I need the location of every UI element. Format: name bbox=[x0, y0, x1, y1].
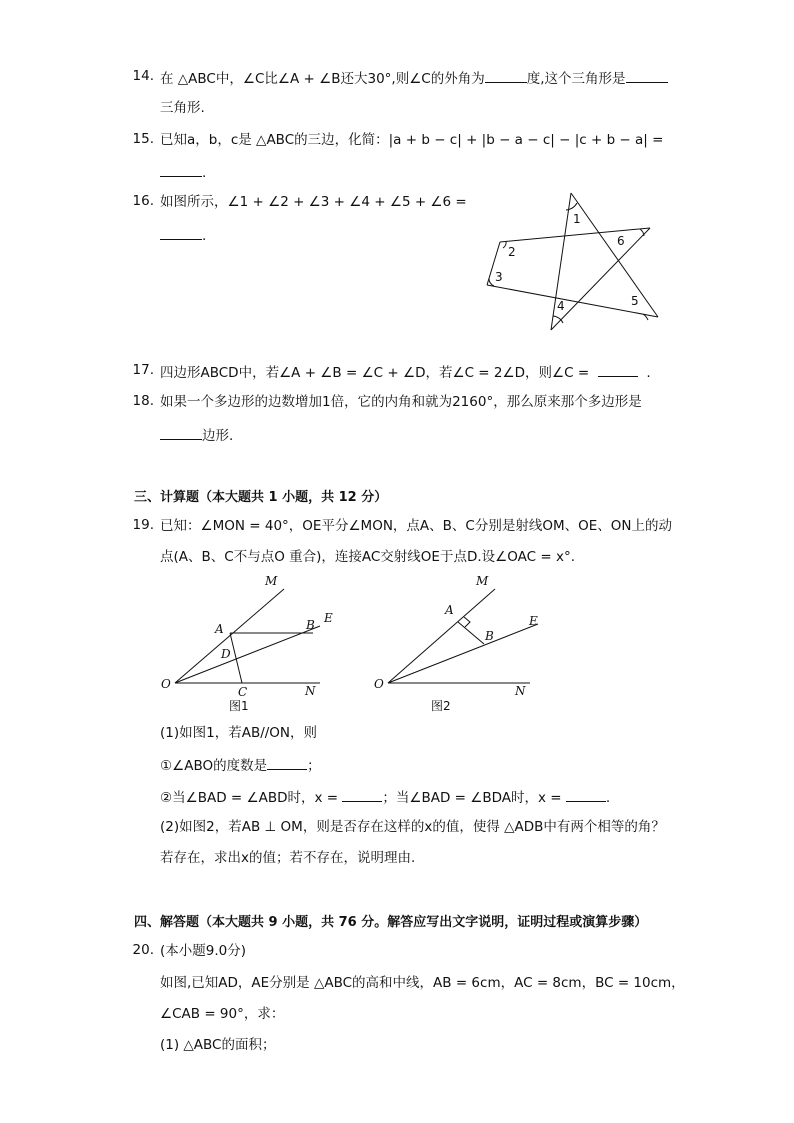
q18-part2: 边形. bbox=[202, 428, 234, 444]
section-heading-solutions: 四、解答题（本大题共 9 小题，共 76 分。解答应写出文字说明，证明过程或演算步骤） bbox=[134, 915, 648, 930]
label-O: O bbox=[374, 677, 384, 691]
q19-sub1b-line bbox=[160, 787, 610, 807]
angle-label-1: 1 bbox=[573, 212, 581, 226]
label-E: E bbox=[529, 614, 538, 628]
angle-label-2: 2 bbox=[508, 245, 516, 259]
q20-line1: 如图,已知AD，AE分别是 △ABC的高和中线，AB = 6cm，AC = 8cm，BC = 10cm， bbox=[160, 975, 685, 991]
angle-label-6: 6 bbox=[617, 234, 625, 248]
label-N: N bbox=[305, 684, 316, 698]
q19-sub1a: ①∠ABO的度数是 bbox=[160, 758, 268, 774]
label-E: E bbox=[324, 611, 333, 625]
q20-line2: ∠CAB = 90°，求： bbox=[160, 1006, 285, 1022]
q17-part2: . bbox=[646, 365, 651, 381]
q17-part1: 四边形ABCD中，若∠A + ∠B = ∠C + ∠D，若∠C = 2∠D，则∠C = bbox=[160, 365, 590, 381]
q15-part2: . bbox=[202, 165, 207, 181]
q20-sub1: (1) △ABC的面积； bbox=[160, 1037, 276, 1053]
label-A: A bbox=[445, 603, 454, 617]
question-number: 14. bbox=[132, 68, 154, 84]
figure-2-caption: 图2 bbox=[431, 699, 451, 713]
q15-part1: 已知a，b，c是 △ABC的三边，化简：|a + b − c| + |b − a − c| − |c + b − a| = bbox=[160, 132, 664, 148]
label-C: C bbox=[238, 685, 248, 699]
angle-label-4: 4 bbox=[557, 299, 565, 313]
figure-1-caption: 图1 bbox=[229, 699, 249, 713]
q19-sub2-line2: 若存在，求出x的值；若不存在，说明理由. bbox=[160, 850, 416, 866]
section-heading-calculation: 三、计算题（本大题共 1 小题，共 12 分） bbox=[134, 490, 388, 505]
q16-part1: 如图所示，∠1 + ∠2 + ∠3 + ∠4 + ∠5 + ∠6 = bbox=[160, 194, 467, 210]
angle-label-5: 5 bbox=[631, 294, 639, 308]
answer-blank[interactable] bbox=[566, 787, 606, 802]
label-O: O bbox=[161, 677, 171, 691]
question-number: 20. bbox=[132, 942, 154, 958]
q14-part2: 度,这个三角形是 bbox=[526, 71, 626, 87]
question-number: 19. bbox=[132, 517, 154, 533]
q19-sub1b-1: ②当∠BAD = ∠ABD时，x = bbox=[160, 790, 339, 806]
q19-sub1a-end: ； bbox=[307, 758, 321, 774]
question-number: 17. bbox=[132, 362, 154, 378]
question-number: 16. bbox=[132, 193, 154, 209]
label-B: B bbox=[306, 618, 315, 632]
q19-sub1b-2: ；当∠BAD = ∠BDA时，x = bbox=[382, 790, 562, 806]
q18-part1: 如果一个多边形的边数增加1倍，它的内角和就为2160°，那么原来那个多边形是 bbox=[160, 394, 642, 410]
answer-blank[interactable] bbox=[342, 787, 382, 802]
label-M: M bbox=[476, 574, 489, 588]
q19-line1: 已知：∠MON = 40°，OE平分∠MON，点A、B、C分别是射线OM、OE、ON上的动 bbox=[160, 518, 673, 534]
label-M: M bbox=[265, 574, 278, 588]
q16-part2: . bbox=[202, 228, 207, 244]
q14-part3: 三角形. bbox=[160, 100, 205, 116]
q20-score: (本小题9.0分) bbox=[160, 943, 247, 959]
label-A: A bbox=[215, 622, 224, 636]
q19-sub1a-line bbox=[160, 755, 321, 775]
question-number: 18. bbox=[132, 393, 154, 409]
question-number: 15. bbox=[132, 131, 154, 147]
q14-part1: 在 △ABC中，∠C比∠A + ∠B还大30°,则∠C的外角为 bbox=[160, 71, 485, 87]
q19-sub1: (1)如图1，若AB//ON，则 bbox=[160, 725, 318, 741]
label-N: N bbox=[515, 684, 526, 698]
label-B: B bbox=[485, 629, 494, 643]
answer-blank[interactable] bbox=[267, 755, 307, 770]
q19-sub2-line1: (2)如图2，若AB ⊥ OM，则是否存在这样的x的值，使得 △ADB中有两个相等的角？ bbox=[160, 819, 665, 835]
angle-label-3: 3 bbox=[495, 270, 503, 284]
q19-sub1b-3: . bbox=[605, 790, 611, 806]
label-D: D bbox=[221, 647, 231, 661]
q19-line2: 点(A、B、C不与点O 重合)，连接AC交射线OE于点D.设∠OAC = x°. bbox=[160, 549, 575, 565]
